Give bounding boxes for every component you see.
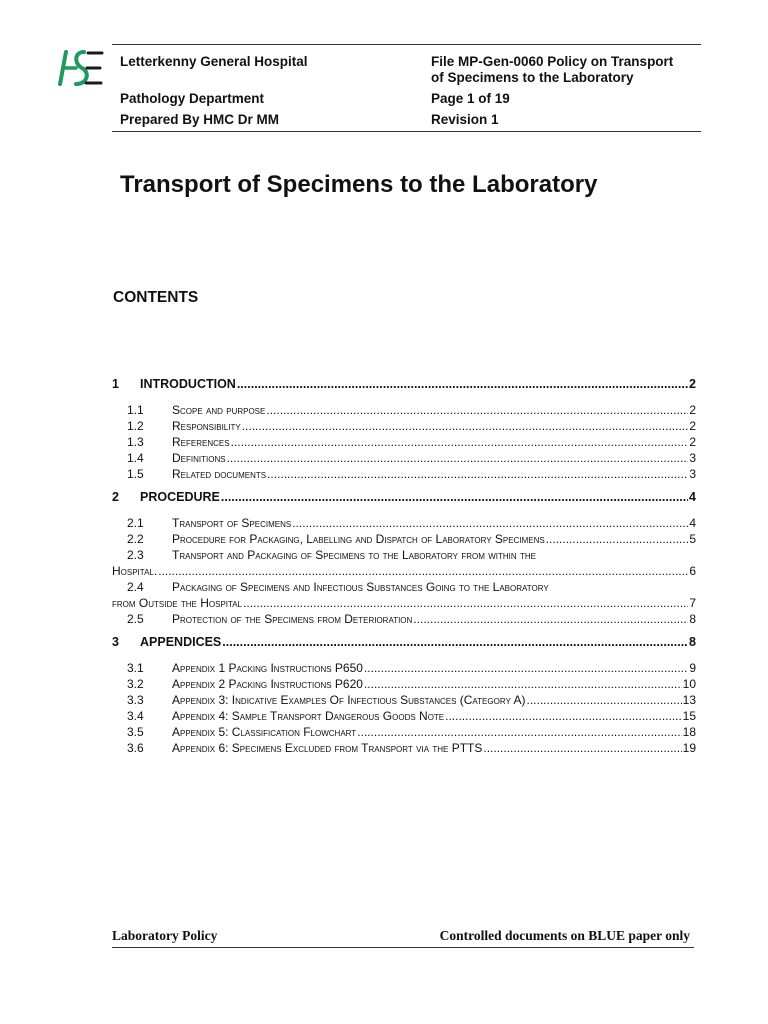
toc-item-related-documents[interactable] — [112, 467, 696, 483]
toc-page: 8 — [689, 635, 696, 649]
toc-title: Appendix 5: Classification Flowchart — [172, 725, 357, 739]
toc-title: Responsibility — [172, 419, 241, 433]
toc-page: 4 — [689, 516, 696, 530]
toc-page: 18 — [682, 725, 696, 739]
toc-number: 2 — [112, 490, 119, 504]
file-reference-line2: of Specimens to the Laboratory — [431, 70, 634, 85]
toc-item-appendix-2[interactable] — [112, 677, 696, 693]
toc-title-line1: Transport and Packaging of Specimens to the Laboratory from within the — [172, 548, 536, 562]
toc-item-appendix-1[interactable] — [112, 661, 696, 677]
toc-leader — [231, 435, 689, 449]
toc-item-scope[interactable] — [112, 403, 696, 419]
toc-leader — [292, 516, 688, 530]
toc-page: 5 — [689, 532, 696, 546]
toc-title: Transport of Specimens — [172, 516, 292, 530]
toc-number: 3.1 — [127, 661, 144, 675]
toc-page: 9 — [689, 661, 696, 675]
document-footer — [112, 925, 694, 948]
toc-section-procedure[interactable] — [112, 490, 696, 506]
toc-leader — [266, 403, 688, 417]
toc-title: Appendix 1 Packing Instructions P650 — [172, 661, 363, 675]
toc-section-introduction[interactable] — [112, 377, 696, 393]
toc-item-references[interactable] — [112, 435, 696, 451]
table-of-contents — [112, 376, 696, 757]
toc-title: Procedure for Packaging, Labelling and Dispatch of Laboratory Specimens — [172, 532, 545, 546]
toc-number: 1.4 — [127, 451, 144, 465]
footer-right: Controlled documents on BLUE paper only — [439, 928, 690, 943]
toc-title: PROCEDURE — [140, 490, 220, 504]
toc-page: 2 — [689, 377, 696, 391]
toc-leader — [364, 661, 688, 675]
toc-item-outside-hospital-cont[interactable] — [112, 596, 696, 612]
toc-page: 2 — [689, 403, 696, 417]
toc-page: 15 — [682, 709, 696, 723]
toc-page: 4 — [689, 490, 696, 504]
toc-item-within-hospital[interactable] — [112, 548, 696, 564]
toc-number: 3.3 — [127, 693, 144, 707]
prepared-by: Prepared By HMC Dr MM — [120, 112, 280, 127]
toc-page: 3 — [689, 467, 696, 481]
toc-number: 3.5 — [127, 725, 144, 739]
footer-left: Laboratory Policy — [112, 928, 218, 943]
toc-number: 1 — [112, 377, 119, 391]
toc-number: 2.2 — [127, 532, 144, 546]
department-name: Pathology Department — [120, 91, 265, 106]
toc-leader — [357, 725, 681, 739]
toc-page: 3 — [689, 451, 696, 465]
toc-number: 2.5 — [127, 612, 144, 626]
toc-item-outside-hospital[interactable] — [112, 580, 696, 596]
toc-page: 6 — [689, 564, 696, 578]
toc-page: 2 — [689, 435, 696, 449]
toc-leader — [526, 693, 681, 707]
toc-title: INTRODUCTION — [140, 377, 236, 391]
toc-leader — [483, 741, 681, 755]
toc-page: 13 — [682, 693, 696, 707]
contents-heading: CONTENTS — [113, 289, 199, 306]
toc-page: 7 — [689, 596, 696, 610]
toc-title-line2: Hospital. — [112, 564, 158, 578]
toc-number: 2.1 — [127, 516, 144, 530]
toc-title: Protection of the Specimens from Deterioration — [172, 612, 413, 626]
toc-title: Appendix 2 Packing Instructions P620 — [172, 677, 363, 691]
toc-number: 2.3 — [127, 548, 144, 562]
toc-leader — [222, 635, 688, 649]
toc-item-appendix-3[interactable] — [112, 693, 696, 709]
toc-item-appendix-4[interactable] — [112, 709, 696, 725]
toc-number: 3.6 — [127, 741, 144, 755]
toc-page: 10 — [682, 677, 696, 691]
toc-leader — [221, 490, 688, 504]
toc-title: Appendix 6: Specimens Excluded from Transport via the PTTS — [172, 741, 483, 755]
toc-page: 8 — [689, 612, 696, 626]
toc-number: 1.3 — [127, 435, 144, 449]
toc-number: 1.5 — [127, 467, 144, 481]
toc-item-packaging-labelling-dispatch[interactable] — [112, 532, 696, 548]
toc-leader — [413, 612, 688, 626]
toc-number: 2.4 — [127, 580, 144, 594]
toc-title: Related documents — [172, 467, 267, 481]
toc-title: APPENDICES — [140, 635, 222, 649]
toc-page: 2 — [689, 419, 696, 433]
hse-logo — [56, 46, 104, 90]
toc-number: 1.2 — [127, 419, 144, 433]
toc-title: Appendix 4: Sample Transport Dangerous Goods Note — [172, 709, 445, 723]
toc-title-line1: Packaging of Specimens and Infectious Substances Going to the Laboratory — [172, 580, 549, 594]
toc-number: 3 — [112, 635, 119, 649]
toc-item-responsibility[interactable] — [112, 419, 696, 435]
toc-leader — [237, 377, 688, 391]
toc-leader — [267, 467, 688, 481]
toc-title-line2: from Outside the Hospital — [112, 596, 243, 610]
toc-leader — [546, 532, 689, 546]
toc-item-within-hospital-cont[interactable] — [112, 564, 696, 580]
hospital-name: Letterkenny General Hospital — [120, 54, 308, 69]
toc-number: 1.1 — [127, 403, 144, 417]
revision: Revision 1 — [431, 112, 499, 127]
page-number: Page 1 of 19 — [431, 91, 510, 106]
toc-item-transport-of-specimens[interactable] — [112, 516, 696, 532]
document-title: Transport of Specimens to the Laboratory — [120, 171, 598, 198]
toc-leader — [227, 451, 689, 465]
toc-leader — [158, 564, 688, 578]
toc-title: Scope and purpose — [172, 403, 266, 417]
toc-leader — [242, 419, 689, 433]
document-header — [112, 44, 701, 132]
file-reference-line1: File MP-Gen-0060 Policy on Transport — [431, 54, 674, 69]
toc-leader — [243, 596, 688, 610]
toc-title: Appendix 3: Indicative Examples Of Infectious Substances (Category A) — [172, 693, 526, 707]
toc-item-appendix-5[interactable] — [112, 725, 696, 741]
toc-item-appendix-6[interactable] — [112, 741, 696, 757]
toc-item-protection[interactable] — [112, 612, 696, 628]
toc-page: 19 — [682, 741, 696, 755]
toc-item-definitions[interactable] — [112, 451, 696, 467]
toc-title: References — [172, 435, 230, 449]
toc-title: Definitions — [172, 451, 226, 465]
toc-leader — [364, 677, 682, 691]
toc-number: 3.2 — [127, 677, 144, 691]
toc-leader — [445, 709, 682, 723]
toc-section-appendices[interactable] — [112, 635, 696, 651]
toc-number: 3.4 — [127, 709, 144, 723]
